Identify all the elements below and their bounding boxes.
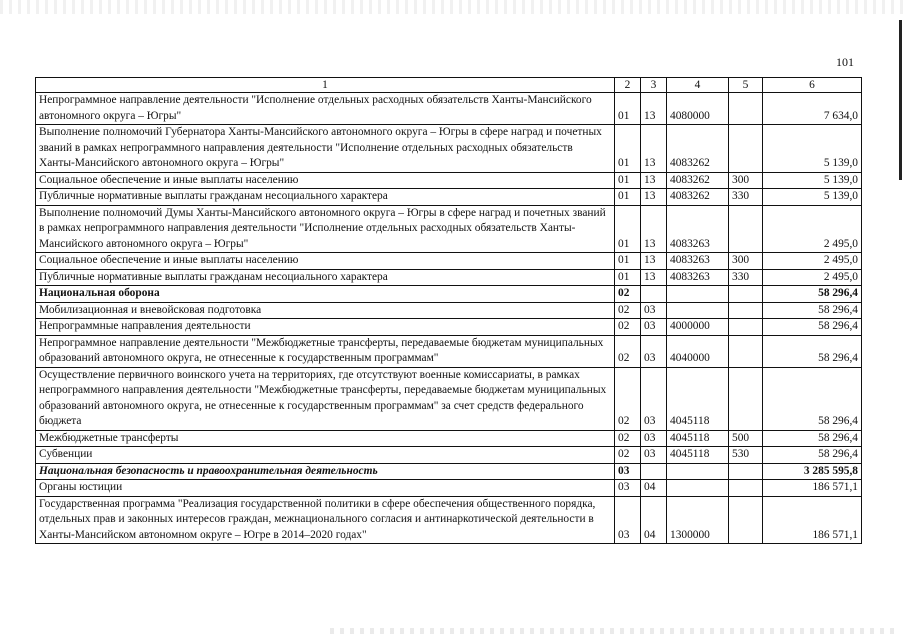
row-subsection-cell: 03 xyxy=(641,319,667,336)
table-row xyxy=(36,319,862,336)
row-name-cell: Непрограммное направление деятельности "Исполнение отдельных расходных обязательств Ханты-Мансийского автономного округа – Югры" xyxy=(36,93,615,125)
page-number: 101 xyxy=(836,55,854,69)
table-row xyxy=(36,125,862,173)
row-expense-type-cell xyxy=(729,125,763,173)
row-name-cell: Выполнение полномочий Думы Ханты-Мансийского автономного округа – Югры в сфере наград и почетных званий в рамках непрограммного направления деятельности "Исполнение отдельных расходных обязательств Ханты-Мансийского автономного округа – Югры" xyxy=(36,205,615,253)
row-expense-type-cell xyxy=(729,286,763,303)
row-amount-cell: 5 139,0 xyxy=(763,189,862,206)
row-section-cell: 01 xyxy=(615,205,641,253)
row-name-cell: Межбюджетные трансферты xyxy=(36,430,615,447)
row-expense-type-cell: 500 xyxy=(729,430,763,447)
row-section-cell: 02 xyxy=(615,430,641,447)
row-subsection-cell xyxy=(641,286,667,303)
row-subsection-cell: 13 xyxy=(641,125,667,173)
header-col-3: 3 xyxy=(641,78,667,93)
row-amount-cell: 5 139,0 xyxy=(763,172,862,189)
header-col-5: 5 xyxy=(729,78,763,93)
row-amount-cell: 58 296,4 xyxy=(763,335,862,367)
header-col-1: 1 xyxy=(36,78,615,93)
row-name-cell: Непрограммные направления деятельности xyxy=(36,319,615,336)
row-target-code-cell: 1300000 xyxy=(667,496,729,544)
row-name-cell: Мобилизационная и вневойсковая подготовка xyxy=(36,302,615,319)
table-row xyxy=(36,253,862,270)
row-target-code-cell: 4083262 xyxy=(667,125,729,173)
row-amount-cell: 58 296,4 xyxy=(763,302,862,319)
row-section-cell: 01 xyxy=(615,189,641,206)
row-name-cell: Государственная программа "Реализация государственной политики в сфере обеспечения общественного порядка, отдельных прав и законных интересов граждан, межнационального согласия и антинаркотической деятельности в Ханты-Мансийском автономном округе – Югре в 2014–2020 годах" xyxy=(36,496,615,544)
table-row xyxy=(36,269,862,286)
row-section-cell: 01 xyxy=(615,172,641,189)
row-target-code-cell: 4083262 xyxy=(667,189,729,206)
table-row xyxy=(36,205,862,253)
row-subsection-cell: 03 xyxy=(641,430,667,447)
row-name-cell: Социальное обеспечение и иные выплаты населению xyxy=(36,172,615,189)
table-row xyxy=(36,463,862,480)
row-subsection-cell: 03 xyxy=(641,447,667,464)
row-amount-cell: 58 296,4 xyxy=(763,430,862,447)
row-target-code-cell: 4080000 xyxy=(667,93,729,125)
header-col-4: 4 xyxy=(667,78,729,93)
row-section-cell: 01 xyxy=(615,93,641,125)
row-amount-cell: 2 495,0 xyxy=(763,205,862,253)
row-subsection-cell: 03 xyxy=(641,367,667,430)
row-subsection-cell: 13 xyxy=(641,172,667,189)
scan-noise-top xyxy=(0,0,905,14)
row-expense-type-cell: 300 xyxy=(729,253,763,270)
row-name-cell: Осуществление первичного воинского учета на территориях, где отсутствуют военные комиссариаты, в рамках непрограммного направления деятельности "Межбюджетные трансферты, передаваемые бюджетам муниципальных образований автономного округа, не отнесенные к государственным программам" за счет средств федерального бюджета xyxy=(36,367,615,430)
page-edge-shadow xyxy=(899,20,902,180)
row-section-cell: 02 xyxy=(615,302,641,319)
row-amount-cell: 5 139,0 xyxy=(763,125,862,173)
row-amount-cell: 58 296,4 xyxy=(763,286,862,303)
row-subsection-cell: 04 xyxy=(641,480,667,497)
row-amount-cell: 186 571,1 xyxy=(763,480,862,497)
row-expense-type-cell xyxy=(729,319,763,336)
table-header-row xyxy=(36,78,862,93)
row-section-cell: 01 xyxy=(615,253,641,270)
row-target-code-cell: 4083263 xyxy=(667,253,729,270)
table-row xyxy=(36,335,862,367)
table-row xyxy=(36,430,862,447)
table-row xyxy=(36,286,862,303)
row-subsection-cell: 03 xyxy=(641,302,667,319)
row-subsection-cell: 13 xyxy=(641,253,667,270)
row-section-cell: 03 xyxy=(615,480,641,497)
row-amount-cell: 2 495,0 xyxy=(763,269,862,286)
table-row xyxy=(36,480,862,497)
table-row xyxy=(36,367,862,430)
row-subsection-cell: 13 xyxy=(641,189,667,206)
row-subsection-cell: 04 xyxy=(641,496,667,544)
table-row xyxy=(36,172,862,189)
row-target-code-cell: 4040000 xyxy=(667,335,729,367)
row-section-cell: 02 xyxy=(615,286,641,303)
row-amount-cell: 2 495,0 xyxy=(763,253,862,270)
row-subsection-cell: 13 xyxy=(641,269,667,286)
row-amount-cell: 186 571,1 xyxy=(763,496,862,544)
row-target-code-cell: 4083262 xyxy=(667,172,729,189)
row-name-cell: Национальная безопасность и правоохранительная деятельность xyxy=(36,463,615,480)
row-target-code-cell: 4000000 xyxy=(667,319,729,336)
row-section-cell: 03 xyxy=(615,463,641,480)
row-target-code-cell xyxy=(667,463,729,480)
row-name-cell: Национальная оборона xyxy=(36,286,615,303)
table-row xyxy=(36,496,862,544)
table-row xyxy=(36,447,862,464)
table-row xyxy=(36,189,862,206)
row-expense-type-cell xyxy=(729,302,763,319)
row-target-code-cell xyxy=(667,286,729,303)
row-name-cell: Социальное обеспечение и иные выплаты населению xyxy=(36,253,615,270)
row-expense-type-cell xyxy=(729,93,763,125)
row-expense-type-cell: 530 xyxy=(729,447,763,464)
table-row xyxy=(36,93,862,125)
row-amount-cell: 3 285 595,8 xyxy=(763,463,862,480)
row-amount-cell: 58 296,4 xyxy=(763,319,862,336)
row-expense-type-cell: 330 xyxy=(729,269,763,286)
row-name-cell: Выполнение полномочий Губернатора Ханты-Мансийского автономного округа – Югры в сфере наград и почетных званий в рамках непрограммного направления деятельности "Исполнение отдельных расходных обязательств Ханты-Мансийского автономного округа – Югры" xyxy=(36,125,615,173)
row-name-cell: Непрограммное направление деятельности "Межбюджетные трансферты, передаваемые бюджетам муниципальных образований автономного округа, не отнесенные к государственным программам" xyxy=(36,335,615,367)
row-name-cell: Органы юстиции xyxy=(36,480,615,497)
row-subsection-cell: 13 xyxy=(641,205,667,253)
row-subsection-cell: 03 xyxy=(641,335,667,367)
row-expense-type-cell xyxy=(729,496,763,544)
header-col-6: 6 xyxy=(763,78,862,93)
row-section-cell: 02 xyxy=(615,367,641,430)
row-amount-cell: 58 296,4 xyxy=(763,367,862,430)
row-section-cell: 02 xyxy=(615,447,641,464)
row-section-cell: 03 xyxy=(615,496,641,544)
row-section-cell: 01 xyxy=(615,125,641,173)
row-name-cell: Субвенции xyxy=(36,447,615,464)
row-section-cell: 01 xyxy=(615,269,641,286)
row-amount-cell: 58 296,4 xyxy=(763,447,862,464)
header-col-2: 2 xyxy=(615,78,641,93)
row-target-code-cell xyxy=(667,302,729,319)
row-expense-type-cell: 330 xyxy=(729,189,763,206)
row-amount-cell: 7 634,0 xyxy=(763,93,862,125)
table-row xyxy=(36,302,862,319)
row-target-code-cell: 4045118 xyxy=(667,447,729,464)
row-target-code-cell xyxy=(667,480,729,497)
row-target-code-cell: 4045118 xyxy=(667,367,729,430)
row-section-cell: 02 xyxy=(615,319,641,336)
row-subsection-cell xyxy=(641,463,667,480)
budget-table xyxy=(35,77,862,544)
row-expense-type-cell xyxy=(729,205,763,253)
row-expense-type-cell: 300 xyxy=(729,172,763,189)
row-subsection-cell: 13 xyxy=(641,93,667,125)
row-expense-type-cell xyxy=(729,335,763,367)
scan-noise-bottom xyxy=(330,628,900,634)
row-expense-type-cell xyxy=(729,480,763,497)
row-target-code-cell: 4083263 xyxy=(667,269,729,286)
row-target-code-cell: 4045118 xyxy=(667,430,729,447)
row-expense-type-cell xyxy=(729,463,763,480)
row-name-cell: Публичные нормативные выплаты гражданам несоциального характера xyxy=(36,269,615,286)
row-target-code-cell: 4083263 xyxy=(667,205,729,253)
row-name-cell: Публичные нормативные выплаты гражданам несоциального характера xyxy=(36,189,615,206)
row-expense-type-cell xyxy=(729,367,763,430)
row-section-cell: 02 xyxy=(615,335,641,367)
